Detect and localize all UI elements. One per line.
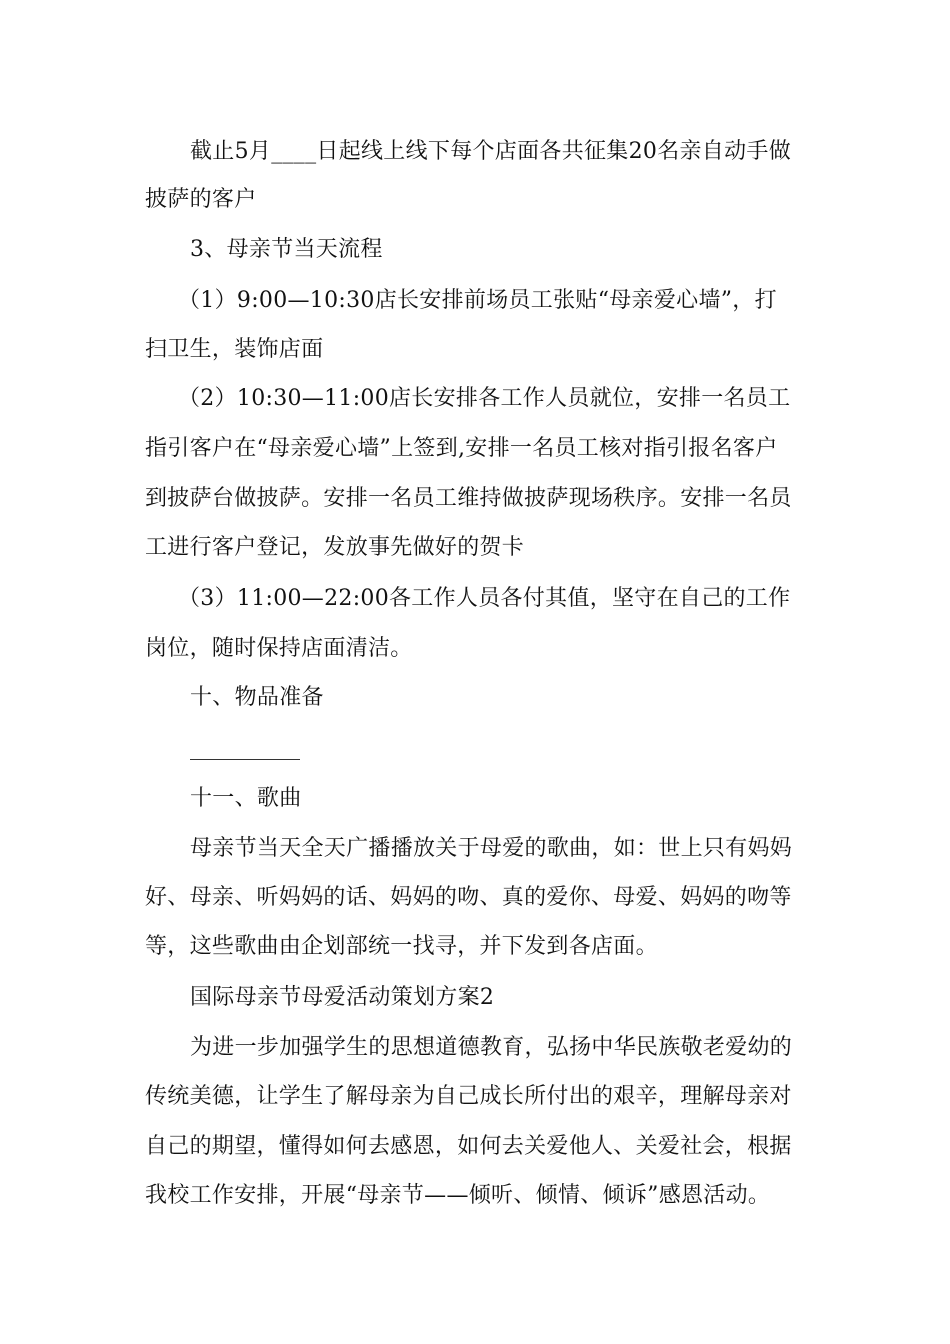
- paragraph-line: 自己的期望，懂得如何去感恩，如何去关爱他人、关爱社会，根据: [145, 1134, 792, 1159]
- paragraph-line: 工进行客户登记，发放事先做好的贺卡: [145, 535, 525, 560]
- paragraph-line: （1）9:00—10:30店长安排前场员工张贴“母亲爱心墙”，打: [178, 288, 777, 313]
- blank-underline: [190, 759, 300, 760]
- section-heading: 十、物品准备: [190, 685, 324, 710]
- paragraph-line: 指引客户在“母亲爱心墙”上签到,安排一名员工核对指引报名客户: [145, 436, 778, 461]
- paragraph-line: 等，这些歌曲由企划部统一找寻，并下发到各店面。: [145, 934, 658, 959]
- paragraph-line: 母亲节当天全天广播播放关于母爱的歌曲，如：世上只有妈妈: [190, 836, 793, 861]
- paragraph-line: 为进一步加强学生的思想道德教育，弘扬中华民族敬老爱幼的: [190, 1035, 793, 1060]
- paragraph-line: 披萨的客户: [145, 187, 257, 212]
- paragraph-line: 到披萨台做披萨。安排一名员工维持做披萨现场秩序。安排一名员: [145, 486, 792, 511]
- paragraph-line: 扫卫生，装饰店面: [145, 337, 324, 362]
- paragraph-line: 传统美德，让学生了解母亲为自己成长所付出的艰辛，理解母亲对: [145, 1084, 792, 1109]
- paragraph-line: 截止5月____日起线上线下每个店面各共征集20名亲自动手做: [190, 139, 791, 164]
- paragraph-line: （2）10:30—11:00店长安排各工作人员就位，安排一名员工: [178, 386, 791, 411]
- paragraph-line: 我校工作安排，开展“母亲节——倾听、倾情、倾诉”感恩活动。: [145, 1183, 771, 1208]
- paragraph-line: 岗位，随时保持店面清洁。: [145, 636, 413, 661]
- paragraph-line: 好、母亲、听妈妈的话、妈妈的吻、真的爱你、母爱、妈妈的吻等: [145, 885, 792, 910]
- paragraph-line: （3）11:00—22:00各工作人员各付其值，坚守在自己的工作: [178, 586, 791, 611]
- document-subtitle: 国际母亲节母爱活动策划方案2: [190, 985, 495, 1010]
- section-heading: 十一、歌曲: [190, 786, 302, 811]
- section-heading: 3、母亲节当天流程: [190, 237, 383, 262]
